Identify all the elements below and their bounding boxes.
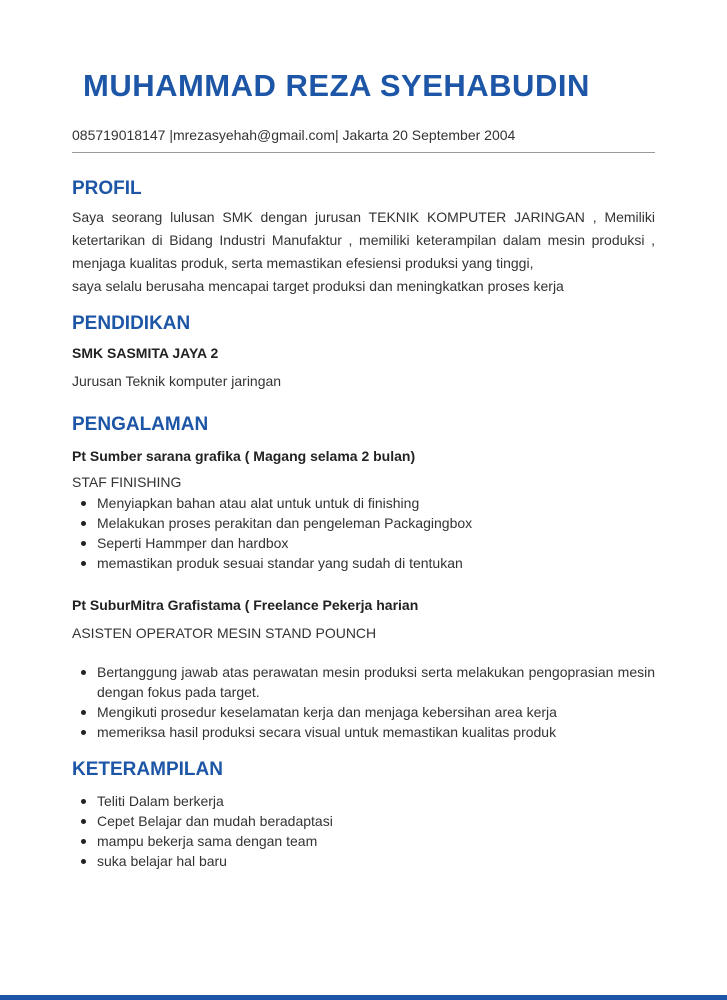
bullet-icon <box>81 799 86 804</box>
resume-name: MUHAMMAD REZA SYEHABUDIN <box>83 68 590 103</box>
section-title-pendidikan: PENDIDIKAN <box>72 313 191 334</box>
bullet-icon <box>81 839 86 844</box>
skills-list <box>72 791 655 871</box>
job-company: Pt SuburMitra Grafistama ( Freelance Pekerja harian <box>72 597 419 613</box>
section-title-profil: PROFIL <box>72 178 142 199</box>
list-item: memeriksa hasil produksi secara visual untuk memastikan kualitas produk <box>72 722 655 742</box>
job-task-list <box>72 662 655 742</box>
bullet-icon <box>81 859 86 864</box>
job-position: ASISTEN OPERATOR MESIN STAND POUNCH <box>72 625 377 641</box>
list-item: mampu bekerja sama dengan team <box>72 831 655 851</box>
bullet-icon <box>81 710 86 715</box>
school-major: Jurusan Teknik komputer jaringan <box>72 373 282 389</box>
bottom-accent-bar <box>0 995 727 1000</box>
bullet-icon <box>81 670 86 675</box>
list-item: suka belajar hal baru <box>72 851 655 871</box>
list-item: Melakukan proses perakitan dan pengeleman Packagingbox <box>72 513 655 533</box>
bullet-icon <box>81 561 86 566</box>
job-position: STAF FINISHING <box>72 474 182 490</box>
list-item: Seperti Hammper dan hardbox <box>72 533 655 553</box>
bullet-icon <box>81 521 86 526</box>
bullet-icon <box>81 541 86 546</box>
header-divider <box>72 152 655 153</box>
list-item: Cepet Belajar dan mudah beradaptasi <box>72 811 655 831</box>
list-item: Teliti Dalam berkerja <box>72 791 655 811</box>
bullet-icon <box>81 819 86 824</box>
list-item: memastikan produk sesuai standar yang sudah di tentukan <box>72 553 655 573</box>
bullet-icon <box>81 730 86 735</box>
list-item: Mengikuti prosedur keselamatan kerja dan menjaga kebersihan area kerja <box>72 702 655 722</box>
contact-info: 085719018147 |mrezasyehah@gmail.com| Jakarta 20 September 2004 <box>72 127 516 143</box>
section-title-keterampilan: KETERAMPILAN <box>72 759 223 780</box>
section-title-pengalaman: PENGALAMAN <box>72 414 209 435</box>
job-company: Pt Sumber sarana grafika ( Magang selama 2 bulan) <box>72 448 416 464</box>
bullet-icon <box>81 501 86 506</box>
list-item: Bertanggung jawab atas perawatan mesin produksi serta melakukan pengoprasian mesin dengan fokus pada target. <box>72 662 655 702</box>
job-task-list <box>72 493 655 573</box>
profil-text-last: saya selalu berusaha mencapai target produksi dan meningkatkan proses kerja <box>72 278 564 294</box>
profil-text: Saya seorang lulusan SMK dengan jurusan TEKNIK KOMPUTER JARINGAN , Memiliki ketertarikan di Bidang Industri Manufaktur , memiliki keterampilan dalam mesin produksi , menjaga kualitas produk, serta memastikan efesiensi produksi yang tinggi, <box>72 209 655 271</box>
list-item: Menyiapkan bahan atau alat untuk untuk di finishing <box>72 493 655 513</box>
school-name: SMK SASMITA JAYA 2 <box>72 345 219 361</box>
